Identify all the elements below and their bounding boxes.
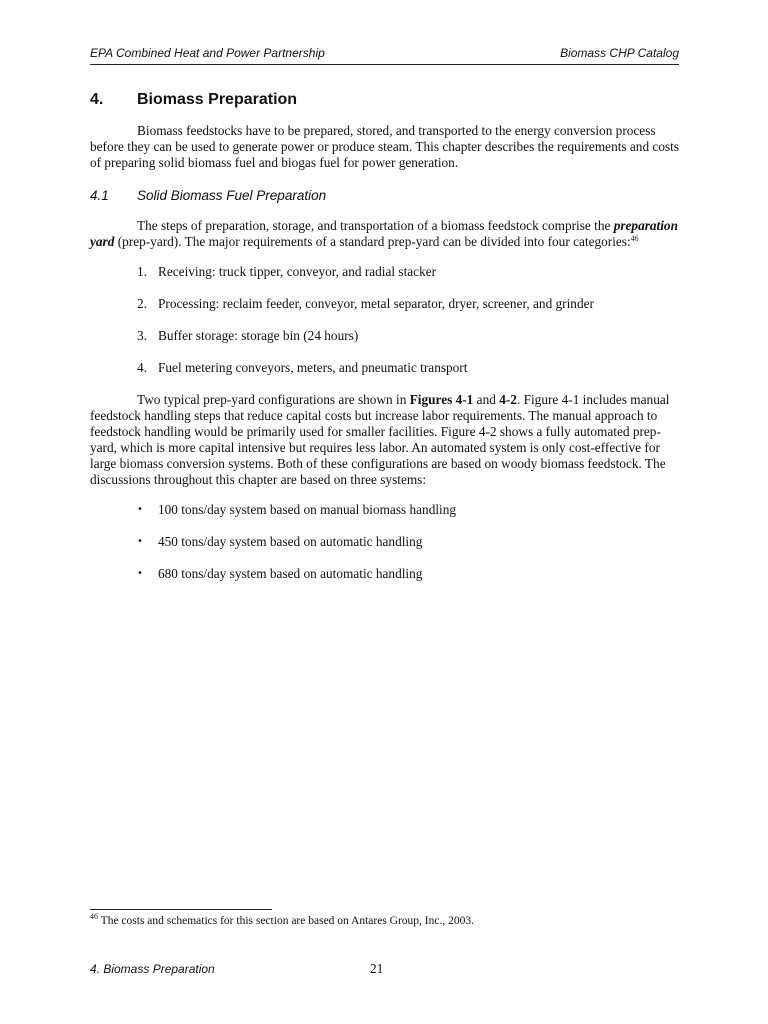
list-item-text: 680 tons/day system based on automatic handling — [158, 566, 423, 581]
configurations-text-start: Two typical prep-yard configurations are shown in — [137, 392, 410, 407]
prep-yard-text-end: (prep-yard). The major requirements of a standard prep-yard can be divided into four categories: — [114, 234, 631, 249]
list-item — [137, 566, 680, 582]
footnote-number: 46 — [90, 912, 98, 921]
prep-yard-text-start: The steps of preparation, storage, and transportation of a biomass feedstock comprise the — [137, 218, 614, 233]
list-item-number: 1. — [137, 264, 147, 279]
footnote-divider — [90, 909, 272, 910]
list-item-text: 450 tons/day system based on automatic handling — [158, 534, 423, 549]
figure-reference: 4-2 — [499, 392, 517, 407]
list-item-number: 4. — [137, 360, 147, 375]
header-left-text: EPA Combined Heat and Power Partnership — [90, 46, 325, 60]
section-heading — [90, 188, 680, 204]
list-item — [137, 328, 680, 344]
page-number: 21 — [370, 961, 384, 976]
chapter-heading — [90, 92, 680, 108]
list-item-number: 3. — [137, 328, 147, 343]
configurations-paragraph — [90, 392, 680, 488]
footnote-text: The costs and schematics for this section are based on Antares Group, Inc., 2003. — [98, 915, 474, 927]
list-item-text: Receiving: truck tipper, conveyor, and radial stacker — [158, 264, 437, 279]
footnote-reference: 46 — [630, 234, 639, 243]
list-item-text: Processing: reclaim feeder, conveyor, metal separator, dryer, screener, and grinder — [158, 296, 594, 311]
page-body — [90, 92, 680, 598]
chapter-intro-paragraph: Biomass feedstocks have to be prepared, stored, and transported to the energy conversion process before they can be used to generate power or produce steam. This chapter describes the requirements and costs of preparing solid biomass fuel and biogas fuel for power generation. — [90, 123, 680, 170]
chapter-title: Biomass Preparation — [137, 91, 298, 108]
list-item — [137, 360, 680, 376]
configurations-text-end: . Figure 4-1 includes manual feedstock handling steps that reduce capital costs but increase labor requirements. The manual approach to feedstock handling would be primarily used for smaller facilities. Figure 4-2 shows a fully automated prep-yard, which is more capital intensive but requires less labor. An automated system is only cost-effective for large biomass conversion systems. Both of these configurations are based on woody biomass feedstock. The discussions throughout this chapter are based on three systems: — [90, 392, 670, 487]
bullet-icon: • — [137, 568, 143, 579]
prep-yard-paragraph — [90, 218, 680, 250]
list-item-text: Fuel metering conveyors, meters, and pneumatic transport — [158, 360, 468, 375]
list-item — [137, 296, 680, 312]
systems-bullet-list — [90, 502, 680, 582]
chapter-number: 4. — [90, 91, 104, 108]
list-item — [137, 264, 680, 280]
configurations-text-and: and — [473, 392, 500, 407]
page-header — [90, 44, 679, 65]
header-right-text: Biomass CHP Catalog — [560, 46, 679, 60]
footer-chapter-label: 4. Biomass Preparation — [90, 962, 215, 976]
list-item — [137, 502, 680, 518]
section-number: 4.1 — [90, 188, 109, 203]
bullet-icon: • — [137, 504, 143, 515]
prep-yard-steps-list — [90, 264, 680, 376]
section-title: Solid Biomass Fuel Preparation — [137, 188, 327, 203]
list-item-text: 100 tons/day system based on manual biomass handling — [158, 502, 457, 517]
prep-yard-term: preparation yard — [90, 218, 678, 249]
bullet-icon: • — [137, 536, 143, 547]
list-item — [137, 534, 680, 550]
footnote — [90, 912, 680, 927]
figure-reference: Figures 4-1 — [409, 392, 474, 407]
list-item-number: 2. — [137, 296, 147, 311]
list-item-text: Buffer storage: storage bin (24 hours) — [158, 328, 359, 343]
